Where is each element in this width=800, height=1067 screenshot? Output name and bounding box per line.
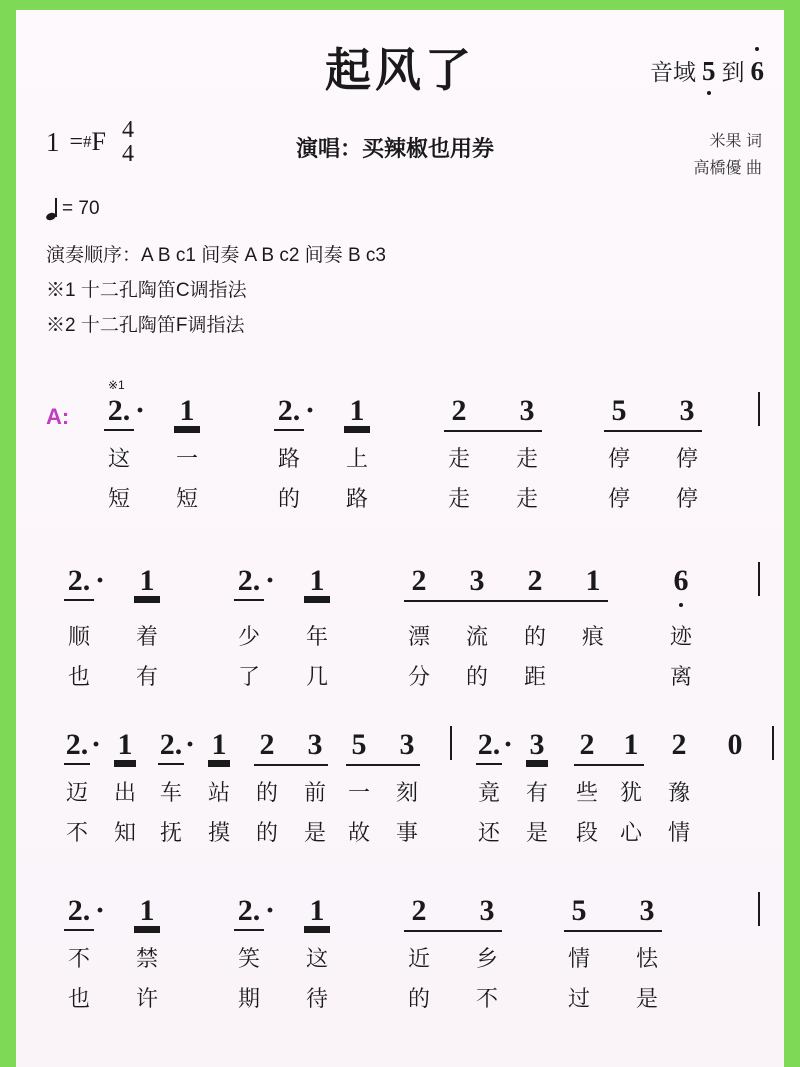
measure-1-1 — [104, 396, 202, 431]
lyric: 的 — [277, 486, 301, 511]
system-2-notes — [46, 552, 766, 598]
measure-3-1 — [64, 730, 138, 765]
credit-composer: 高橋優 曲 — [693, 160, 762, 178]
note: 1 — [172, 396, 202, 426]
lyric: 知 — [113, 820, 137, 845]
note: 3 — [639, 894, 655, 927]
measure-3-7 — [666, 730, 692, 760]
lyric: 短 — [107, 486, 131, 511]
performer-credit: 演唱：买辣椒也用券 — [296, 136, 495, 161]
measure-3-2 — [158, 730, 232, 765]
note: 3 — [479, 894, 495, 927]
lyric: 许 — [135, 986, 159, 1011]
lyric: 漂 — [407, 624, 431, 649]
lyric: 乡 — [475, 946, 499, 971]
lyric: 的 — [407, 986, 431, 1011]
note: 2. · — [64, 730, 90, 765]
measure-2-4 — [666, 566, 696, 596]
system-4-lyrics-line-1 — [46, 942, 766, 982]
lyric: 路 — [345, 486, 369, 511]
lyric: 是 — [635, 986, 659, 1011]
lyric: 走 — [515, 486, 539, 511]
system-4-notes — [46, 882, 766, 928]
key-number: 1 — [46, 126, 60, 157]
note: 2 — [527, 564, 543, 597]
lyric: 不 — [67, 946, 91, 971]
tempo-marking — [46, 198, 100, 220]
system-1-lyrics-line-2 — [46, 482, 766, 522]
system-3-notes — [46, 716, 766, 762]
performance-notes — [46, 238, 386, 343]
lyric: 这 — [107, 446, 131, 471]
lyric: 摸 — [207, 820, 231, 845]
note: 2 — [579, 728, 595, 761]
lyric: 有 — [525, 780, 549, 805]
lyric: 待 — [305, 986, 329, 1011]
range-label: 音域 — [650, 59, 696, 85]
lyric: 迈 — [65, 780, 89, 805]
quarter-note-icon — [46, 198, 59, 220]
system-4 — [46, 882, 766, 1022]
note: 3 — [469, 564, 485, 597]
lyric: 情 — [567, 946, 591, 971]
lyric: 痕 — [581, 624, 605, 649]
lyric: 站 — [207, 780, 231, 805]
system-3 — [46, 716, 766, 856]
top-green-border — [0, 0, 800, 10]
lyric: 停 — [607, 446, 631, 471]
lyric: 段 — [575, 820, 599, 845]
lyric: 走 — [447, 486, 471, 511]
note: 3 — [399, 728, 415, 761]
measure-3-5 — [476, 730, 550, 765]
lyric: 豫 — [667, 780, 691, 805]
note: 1 — [623, 728, 639, 761]
barline — [758, 392, 760, 426]
measure-4-1 — [64, 896, 162, 931]
note: 1 — [302, 566, 332, 596]
lyric: 这 — [305, 946, 329, 971]
note: 2 — [411, 894, 427, 927]
lyric: 走 — [447, 446, 471, 471]
system-1-lyrics-line-1 — [46, 442, 766, 482]
barline — [758, 562, 760, 596]
measure-4-2 — [234, 896, 332, 931]
note: 0 — [727, 728, 743, 761]
beam-line — [404, 600, 608, 602]
performance-note-order: 演奏顺序：A B c1 间奏 A B c2 间奏 B c3 — [46, 245, 386, 266]
lyric: 短 — [175, 486, 199, 511]
lyric: 怯 — [635, 946, 659, 971]
beam-line — [574, 764, 644, 766]
measure-2-1 — [64, 566, 162, 601]
note: 5 — [351, 728, 367, 761]
lyric: 笑 — [237, 946, 261, 971]
lyric: 少 — [237, 624, 261, 649]
lyric: 的 — [465, 664, 489, 689]
lyric: 着 — [135, 624, 159, 649]
lyric: 也 — [67, 664, 91, 689]
note: 2. · — [64, 566, 94, 601]
lyric: 的 — [255, 780, 279, 805]
note: 3 — [524, 730, 550, 760]
lyric: 过 — [567, 986, 591, 1011]
time-signature-top: 4 — [122, 117, 135, 143]
measure-1-4 — [604, 396, 702, 426]
lyric: 年 — [305, 624, 329, 649]
page-content — [16, 10, 784, 1067]
note: 2. · — [64, 896, 94, 931]
left-green-border — [0, 0, 16, 1067]
note: 1 — [342, 396, 372, 426]
beam-line — [444, 430, 542, 432]
measure-3-4 — [346, 730, 420, 760]
note: 2 — [671, 728, 687, 761]
performance-note-1: ※1 十二孔陶笛C调指法 — [46, 280, 247, 302]
measure-4-3 — [404, 896, 502, 926]
octave-dot-below — [679, 603, 683, 607]
credit-lyricist: 米果 词 — [709, 133, 762, 150]
lyric: 期 — [237, 986, 261, 1011]
system-2 — [46, 552, 766, 700]
lyric: 前 — [303, 780, 327, 805]
measure-3-3 — [254, 730, 328, 760]
note: 2 — [451, 394, 467, 427]
lyric: 停 — [607, 486, 631, 511]
lyric: 停 — [675, 446, 699, 471]
note: 1 — [112, 730, 138, 760]
lyric: 几 — [305, 664, 329, 689]
note: 6 — [666, 566, 696, 596]
measure-3-8 — [722, 730, 748, 760]
key-accidental: # — [83, 132, 92, 151]
lyric: 分 — [407, 664, 431, 689]
lyric: 出 — [113, 780, 137, 805]
beam-line — [254, 764, 328, 766]
system-2-lyrics-line-1 — [46, 620, 766, 660]
beam-line — [564, 930, 662, 932]
note: 2. · — [234, 896, 264, 931]
time-signature-bottom: 4 — [122, 141, 135, 167]
performance-note-2: ※2 十二孔陶笛F调指法 — [46, 315, 245, 337]
note: 5 — [571, 894, 587, 927]
note: 1 — [302, 896, 332, 926]
lyric: 路 — [277, 446, 301, 471]
lyric: 有 — [135, 664, 159, 689]
lyric: 还 — [477, 820, 501, 845]
key-note: F — [91, 127, 107, 156]
lyric: 停 — [675, 486, 699, 511]
measure-1-2 — [274, 396, 372, 431]
key-signature — [46, 118, 134, 166]
measure-4-4 — [564, 896, 662, 926]
barline — [758, 892, 760, 926]
lyric: 的 — [523, 624, 547, 649]
lyric: 心 — [619, 820, 643, 845]
lyric: 流 — [465, 624, 489, 649]
note: 2 — [411, 564, 427, 597]
lyric: 不 — [65, 820, 89, 845]
lyric: 是 — [303, 820, 327, 845]
right-green-border — [784, 0, 800, 1067]
lyric: 犹 — [619, 780, 643, 805]
note: 3 — [307, 728, 323, 761]
system-3-lyrics-line-1 — [46, 776, 766, 816]
beam-line — [346, 764, 420, 766]
system-3-lyrics-line-2 — [46, 816, 766, 856]
time-signature — [122, 118, 134, 166]
tempo-value: = 70 — [62, 198, 100, 219]
system-1 — [46, 378, 766, 522]
lyric: 事 — [395, 820, 419, 845]
barline — [450, 726, 452, 760]
lyric: 是 — [525, 820, 549, 845]
note: 2. · — [158, 730, 184, 765]
range-to-note: 6 — [750, 56, 764, 86]
lyric: 离 — [669, 664, 693, 689]
lyric: 距 — [523, 664, 547, 689]
note: 2. · — [234, 566, 264, 601]
note: 1 — [132, 566, 162, 596]
lyric: 些 — [575, 780, 599, 805]
note: 1 — [585, 564, 601, 597]
note: 2 — [259, 728, 275, 761]
lyric: 情 — [667, 820, 691, 845]
note: 1 — [132, 896, 162, 926]
range-from-note: 5 — [702, 56, 716, 86]
measure-3-6 — [574, 730, 644, 760]
lyric: 也 — [67, 986, 91, 1011]
lyric: 竟 — [477, 780, 501, 805]
lyric: 刻 — [395, 780, 419, 805]
measure-2-3 — [404, 566, 608, 596]
range-to-word: 到 — [721, 59, 745, 85]
note: 2. · — [274, 396, 304, 431]
lyric: 不 — [475, 986, 499, 1011]
lyric: 一 — [175, 446, 199, 471]
lyric: 故 — [347, 820, 371, 845]
lyric: 车 — [159, 780, 183, 805]
system-4-lyrics-line-2 — [46, 982, 766, 1022]
note: 3 — [679, 394, 695, 427]
note: 3 — [519, 394, 535, 427]
vocal-range — [650, 54, 764, 87]
note: 5 — [611, 394, 627, 427]
lyric: 的 — [255, 820, 279, 845]
system-1-notes — [46, 382, 766, 428]
measure-2-2 — [234, 566, 332, 601]
credits — [694, 128, 762, 182]
lyric: 抚 — [159, 820, 183, 845]
section-label-a: A: — [46, 404, 70, 429]
note: 2. · — [476, 730, 502, 765]
lyric: 一 — [347, 780, 371, 805]
lyric: 迹 — [669, 624, 693, 649]
key-equals: = — [69, 128, 84, 155]
barline — [772, 726, 774, 760]
beam-line — [404, 930, 502, 932]
lyric: 走 — [515, 446, 539, 471]
fingering-marker-1: ※1 — [108, 378, 125, 392]
lyric: 禁 — [135, 946, 159, 971]
lyric: 上 — [345, 446, 369, 471]
beam-line — [604, 430, 702, 432]
lyric: 了 — [237, 664, 261, 689]
note: 1 — [206, 730, 232, 760]
page-title: 起风了 — [325, 45, 475, 96]
lyric: 顺 — [67, 624, 91, 649]
note: 2. · — [104, 396, 134, 431]
measure-1-3 — [444, 396, 542, 426]
lyric: 近 — [407, 946, 431, 971]
system-2-lyrics-line-2 — [46, 660, 766, 700]
